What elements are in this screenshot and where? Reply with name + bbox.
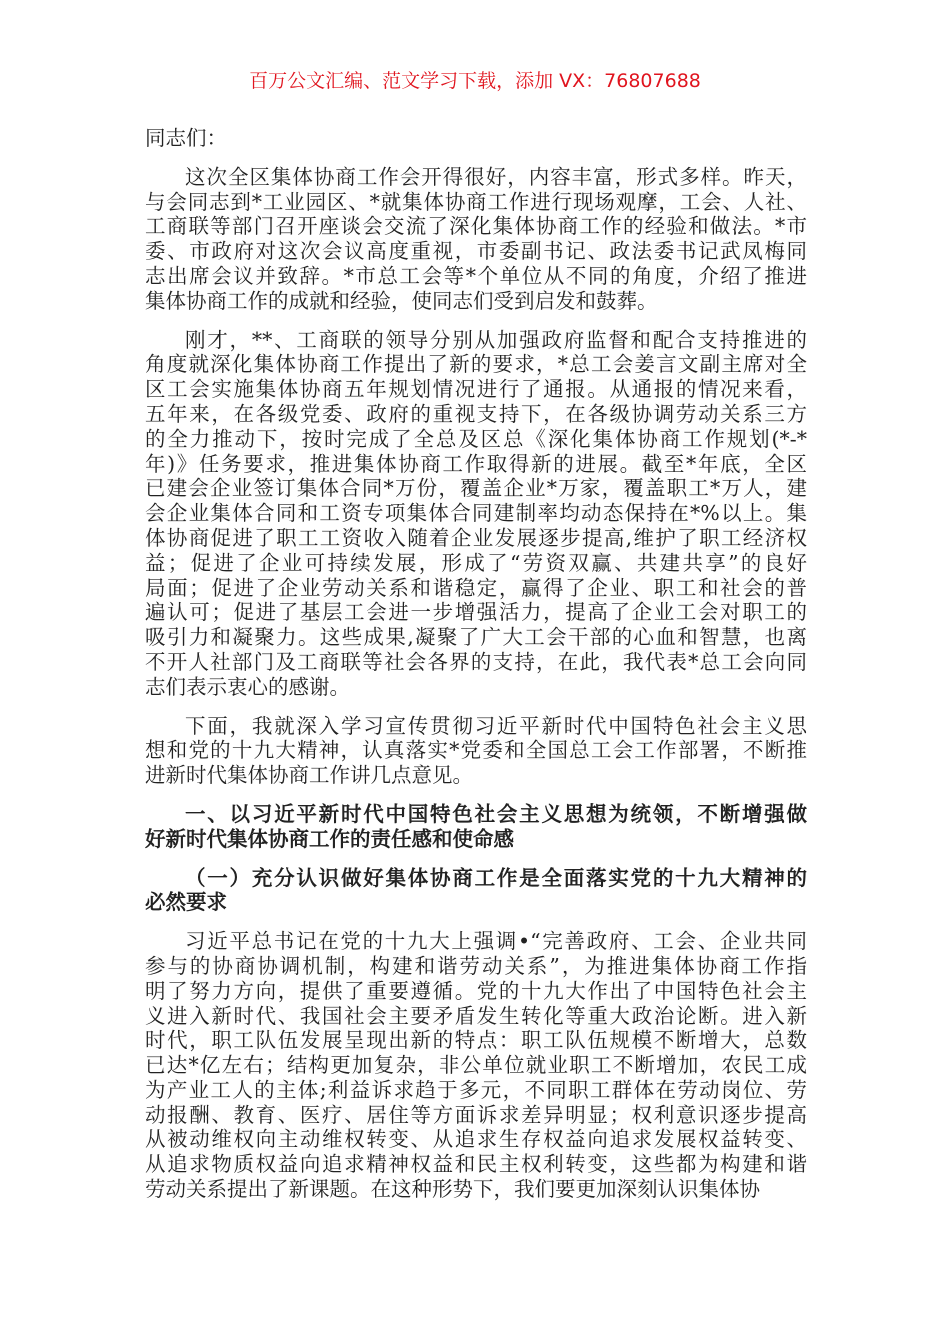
text-line: 工商联等部门召开座谈会交流了深化集体协商工作的经验和做法。*市 — [145, 214, 807, 239]
text-line: 委、市政府对这次会议高度重视，市委副书记、政法委书记武凤梅同 — [145, 239, 807, 264]
body-paragraph — [145, 165, 807, 314]
text-line: 五年来，在各级党委、政府的重视支持下，在各级协调劳动关系三方 — [145, 401, 807, 426]
text-line: 志出席会议并致辞。*市总工会等*个单位从不同的角度，介绍了推进 — [145, 263, 807, 288]
text-line: 习近平总书记在党的十九大上强调•“完善政府、工会、企业共同 — [185, 929, 807, 954]
text-line: 明了努力方向，提供了重要遵循。党的十九大作出了中国特色社会主 — [145, 978, 807, 1003]
text-line: 从追求物质权益向追求精神权益和民主权利转变，这些都为构建和谐 — [145, 1152, 807, 1177]
download-banner: 百万公文汇编、范文学习下载，添加 VX：76807688 — [249, 70, 701, 92]
text-line: 已建会企业签订集体合同*万份，覆盖企业*万家，覆盖职工*万人，建 — [145, 476, 807, 501]
text-line: 刚才，**、工商联的领导分别从加强政府监督和配合支持推进的 — [185, 327, 807, 352]
text-line: 体协商促进了职工工资收入随着企业发展逐步提高,维护了职工经济权 — [145, 525, 807, 550]
text-line: （一）充分认识做好集体协商工作是全面落实党的十九大精神的 — [185, 865, 807, 890]
text-line: 角度就深化集体协商工作提出了新的要求，*总工会姜言文副主席对全 — [145, 352, 807, 377]
text-line: 局面；促进了企业劳动关系和谐稳定，赢得了企业、职工和社会的普 — [145, 575, 807, 600]
text-line: 时代，职工队伍发展呈现出新的特点：职工队伍规模不断增大，总数 — [145, 1028, 807, 1053]
text-line: 义进入新时代、我国社会主要矛盾发生转化等重大政治论断。进入新 — [145, 1003, 807, 1028]
section-heading — [145, 802, 807, 852]
text-line: 参与的协商协调机制，构建和谐劳动关系”，为推进集体协商工作指 — [145, 953, 807, 978]
salutation — [145, 126, 807, 151]
text-line: 从被动维权向主动维权转变、从追求生存权益向追求发展权益转变、 — [145, 1127, 807, 1152]
document-body — [145, 126, 807, 1216]
text-line: 不开人社部门及工商联等社会各界的支持，在此，我代表*总工会向同 — [145, 649, 807, 674]
text-line: 吸引力和凝聚力。这些成果,凝聚了广大工会干部的心血和智慧，也离 — [145, 625, 807, 650]
text-line: 劳动关系提出了新课题。在这种形势下，我们要更加深刻认识集体协 — [145, 1177, 760, 1202]
text-line: 已达*亿左右；结构更加复杂，非公单位就业职工不断增加，农民工成 — [145, 1053, 807, 1078]
text-line: 这次全区集体协商工作会开得很好，内容丰富，形式多样。昨天， — [185, 164, 807, 189]
text-line: 进新时代集体协商工作讲几点意见。 — [145, 763, 473, 788]
body-paragraph — [145, 328, 807, 700]
section-heading — [145, 866, 807, 916]
text-line: 集体协商工作的成就和经验，使同志们受到启发和鼓葬。 — [145, 288, 658, 313]
text-line: 动报酬、教育、医疗、居住等方面诉求差异明显；权利意识逐步提高 — [145, 1102, 807, 1127]
text-line: 的全力推动下，按时完成了全总及区总《深化集体协商工作规划(*-* — [145, 426, 807, 451]
text-line: 必然要求 — [145, 890, 227, 915]
text-line: 好新时代集体协商工作的责任感和使命感 — [145, 826, 514, 851]
text-line: 会企业集体合同和工资专项集体合同建制率均动态保持在*%以上。集 — [145, 501, 807, 526]
text-line: 想和党的十九大精神，认真落实*党委和全国总工会工作部署，不断推 — [145, 738, 807, 763]
text-line: 为产业工人的主体;利益诉求趋于多元，不同职工群体在劳动岗位、劳 — [145, 1077, 807, 1102]
text-line: 益；促进了企业可持续发展，形成了“劳资双赢、共建共享”的良好 — [145, 550, 807, 575]
body-paragraph — [145, 929, 807, 1202]
paragraphs — [145, 165, 807, 1202]
body-paragraph — [145, 714, 807, 788]
text-line: 一、以习近平新时代中国特色社会主义思想为统领，不断增强做 — [185, 801, 807, 826]
text-line: 志们表示衷心的感谢。 — [145, 674, 350, 699]
text-line: 区工会实施集体协商五年规划情况进行了通报。从通报的情况来看， — [145, 377, 807, 402]
text-line: 年)》任务要求，推进集体协商工作取得新的进展。截至*年底，全区 — [145, 451, 807, 476]
text-line: 下面，我就深入学习宣传贯彻习近平新时代中国特色社会主义思 — [185, 713, 807, 738]
text-line: 与会同志到*工业园区、*就集体协商工作进行现场观摩，工会、人社、 — [145, 189, 807, 214]
salutation-text: 同志们： — [145, 126, 227, 150]
text-line: 遍认可；促进了基层工会进一步增强活力，提高了企业工会对职工的 — [145, 600, 807, 625]
